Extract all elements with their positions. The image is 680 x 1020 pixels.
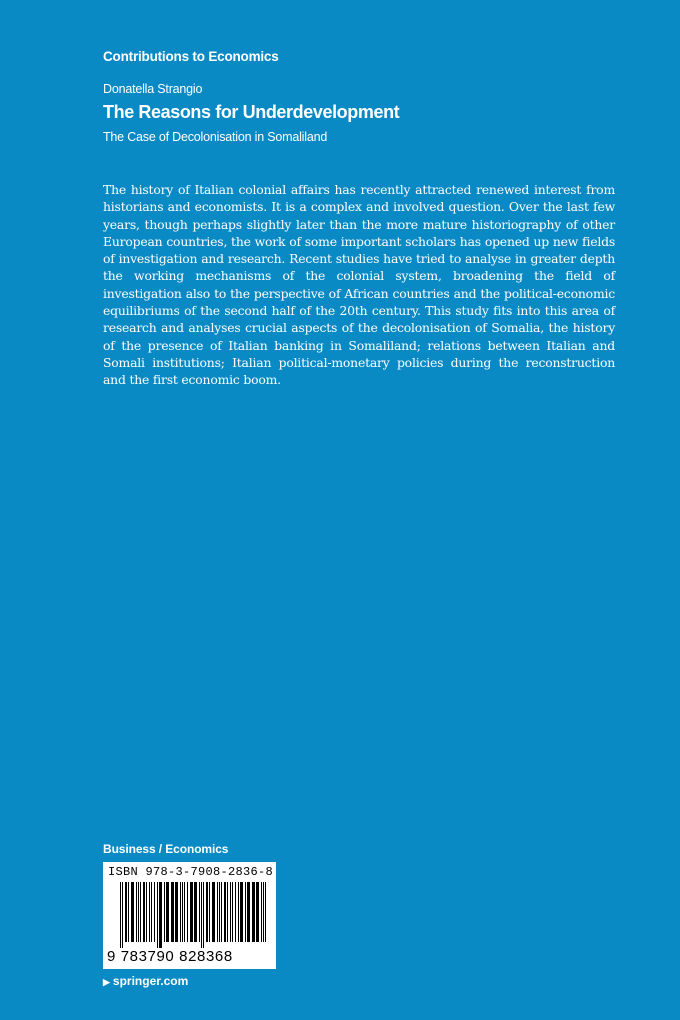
barcode-bar bbox=[261, 882, 262, 942]
barcode-bars bbox=[120, 882, 266, 948]
barcode-bar bbox=[247, 882, 250, 942]
barcode-bar bbox=[227, 882, 228, 942]
barcode-bar bbox=[128, 882, 129, 942]
barcode-bar bbox=[203, 882, 204, 948]
barcode-bar bbox=[143, 882, 145, 942]
blurb-text: The history of Italian colonial affairs has recently attracted renewed interest from historians and economists. It is a complex and involved question. Over the last few years, though perhaps slightly later than the more mature historiography of other European countries, the work of some important scholars has opened up new fields of investigation and research. Recent studies have tried to analyse in greater depth the working mechanisms of the colonial system, broadening the field of investigation also to the perspective of African countries and the political-economic equilibriums of the second half of the 20th century. This study fits into this area of research and analyses crucial aspects of the decolonisation of Somalia, the history of the presence of Italian banking in Somaliland; relations between Italian and Somali institutions; Italian political-monetary policies during the reconstruction and the first economic boom. bbox=[103, 182, 615, 388]
barcode-bar bbox=[164, 882, 165, 942]
author-name: Donatella Strangio bbox=[103, 82, 203, 96]
barcode-bar bbox=[122, 882, 123, 948]
barcode-bar bbox=[184, 882, 185, 942]
barcode-bar bbox=[221, 882, 222, 942]
barcode-bar bbox=[166, 882, 169, 942]
barcode-bar bbox=[217, 882, 218, 942]
series-name: Contributions to Economics bbox=[103, 49, 279, 64]
barcode-bar bbox=[125, 882, 127, 942]
publisher-url: springer.com bbox=[112, 974, 189, 988]
arrow-right-icon: ▶ bbox=[103, 977, 110, 987]
barcode-bar bbox=[182, 882, 183, 942]
barcode-bar bbox=[175, 882, 178, 942]
barcode-bar bbox=[232, 882, 233, 942]
barcode-bar bbox=[159, 882, 162, 948]
barcode-bar bbox=[245, 882, 246, 942]
barcode-bar bbox=[146, 882, 147, 942]
barcode-bar bbox=[263, 882, 264, 942]
barcode-bar bbox=[201, 882, 202, 948]
barcode-bar bbox=[187, 882, 188, 942]
barcode-bar bbox=[140, 882, 141, 942]
isbn-barcode bbox=[103, 862, 276, 969]
barcode-bar bbox=[138, 882, 139, 942]
barcode-bar bbox=[157, 882, 158, 948]
barcode-bar bbox=[212, 882, 215, 942]
barcode-bar bbox=[131, 882, 134, 942]
subject-category: Business / Economics bbox=[103, 842, 229, 856]
isbn-label: ISBN 978-3-7908-2836-8 bbox=[108, 865, 274, 879]
barcode-bar bbox=[154, 882, 155, 942]
barcode-bar bbox=[206, 882, 208, 942]
barcode-bar bbox=[171, 882, 174, 942]
barcode-bar bbox=[230, 882, 231, 942]
barcode-bar bbox=[190, 882, 193, 942]
barcode-bar bbox=[256, 882, 259, 942]
book-subtitle: The Case of Decolonisation in Somaliland bbox=[103, 130, 328, 144]
barcode-bar bbox=[180, 882, 181, 942]
barcode-bar bbox=[136, 882, 137, 942]
barcode-bar bbox=[194, 882, 197, 942]
barcode-bar bbox=[219, 882, 220, 942]
barcode-bar bbox=[120, 882, 121, 948]
barcode-digits: 9 783790 828368 bbox=[107, 948, 233, 965]
barcode-bar bbox=[265, 882, 266, 942]
barcode-bar bbox=[238, 882, 239, 942]
publisher-link[interactable] bbox=[103, 974, 188, 988]
barcode-bar bbox=[209, 882, 210, 942]
barcode-bar bbox=[149, 882, 150, 942]
barcode-bar bbox=[235, 882, 236, 942]
barcode-bar bbox=[199, 882, 200, 942]
barcode-bar bbox=[224, 882, 226, 942]
barcode-bar bbox=[252, 882, 255, 942]
barcode-bar bbox=[151, 882, 152, 942]
book-title: The Reasons for Underdevelopment bbox=[103, 102, 400, 122]
barcode-bar bbox=[240, 882, 243, 942]
